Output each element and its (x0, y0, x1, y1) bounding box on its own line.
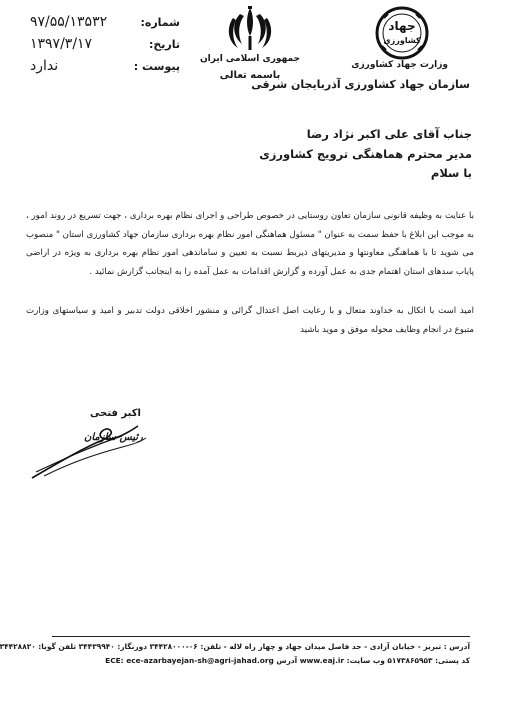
body-paragraph-2: امید است با اتکال به خداوند متعال و با رعایت اصل اعتدال گرائی و منشور اخلاقی دولت تدبیر و امید و سیاستهای وزارت متبوع در انجام وظایف محوله موفق و موید باشید (26, 306, 474, 335)
footer-address: آدرس : تبریز - خیابان آزادی - حد فاصل میدان جهاد و چهار راه لاله - تلفن: ۰۶-۳۴۴۲۸۰۰۰ دورنگار: ۳۴۴۳۹۹۴۰ تلفن گویا: ۳۴۴۲۸۸۲۰ (0, 642, 470, 651)
letter-meta (30, 14, 180, 80)
attachment-value: ندارد (30, 58, 59, 74)
date-row (30, 36, 180, 58)
number-value: ۹۷/۵۵/۱۳۵۳۲ (30, 14, 108, 30)
ministry-name: وزارت جهاد کشاورزی (351, 60, 448, 70)
attachment-row (30, 58, 180, 80)
number-row (30, 14, 180, 36)
date-value: ۱۳۹۷/۳/۱۷ (30, 36, 93, 52)
jahad-keshavarzi-logo-icon (374, 6, 430, 60)
logo-text-bottom: کشاورزی (383, 36, 421, 45)
greeting: با سلام (430, 166, 472, 180)
date-label: تاریخ: (148, 38, 180, 51)
logo-text-top: جهاد (388, 19, 416, 33)
attachment-label: پیوست : (133, 60, 180, 73)
body-paragraph-1: با عنایت به وظیفه قانونی سازمان تعاون روستایی در خصوص طراحی و اجرای نظام بهره برداری ، جهت تسریع در روند امور ، به موجب این ابلاغ با حفظ سمت به عنوان " مسئول هماهنگی امور نظام بهره برداری سازمان جهاد کشاورزی استان " منصوب می شوید تا با هماهنگی معاونتها و مدیریتهای ذیربط نسبت به تعیین و ساماندهی امور نظام بهره برداری به ویژه در اراضی پایاب سدهای استان اهتمام جدی به عمل آورده و گزارش اقدامات به عمل آمده را به اینجانب گزارش نمائید . (26, 211, 474, 278)
footer-divider (52, 636, 470, 637)
emblem-caption-basmala: باسمه تعالی (219, 70, 281, 81)
addressee-name: جناب آقای علی اکبر نژاد رضا (306, 127, 472, 141)
signatory-name: اکبر فتحی (90, 408, 141, 419)
number-label: شماره: (140, 16, 180, 29)
handwritten-signature (26, 412, 156, 482)
footer-contact: کد پستی: ۵۱۷۳۸۶۵۹۵۳ وب سایت: www.eaj.ir آدرس ECE: ece-azarbayejan-sh@agri-jahad.org (105, 656, 470, 665)
organization-name: سازمان جهاد کشاورزی آذربایجان شرقی (251, 78, 470, 91)
addressee-position: مدیر محترم هماهنگی ترویج کشاورزی (259, 147, 472, 161)
iran-emblem-icon (226, 6, 274, 56)
signatory-title: رئیس سازمان (84, 432, 143, 443)
emblem-caption-country: جمهوری اسلامی ایران (199, 54, 301, 64)
